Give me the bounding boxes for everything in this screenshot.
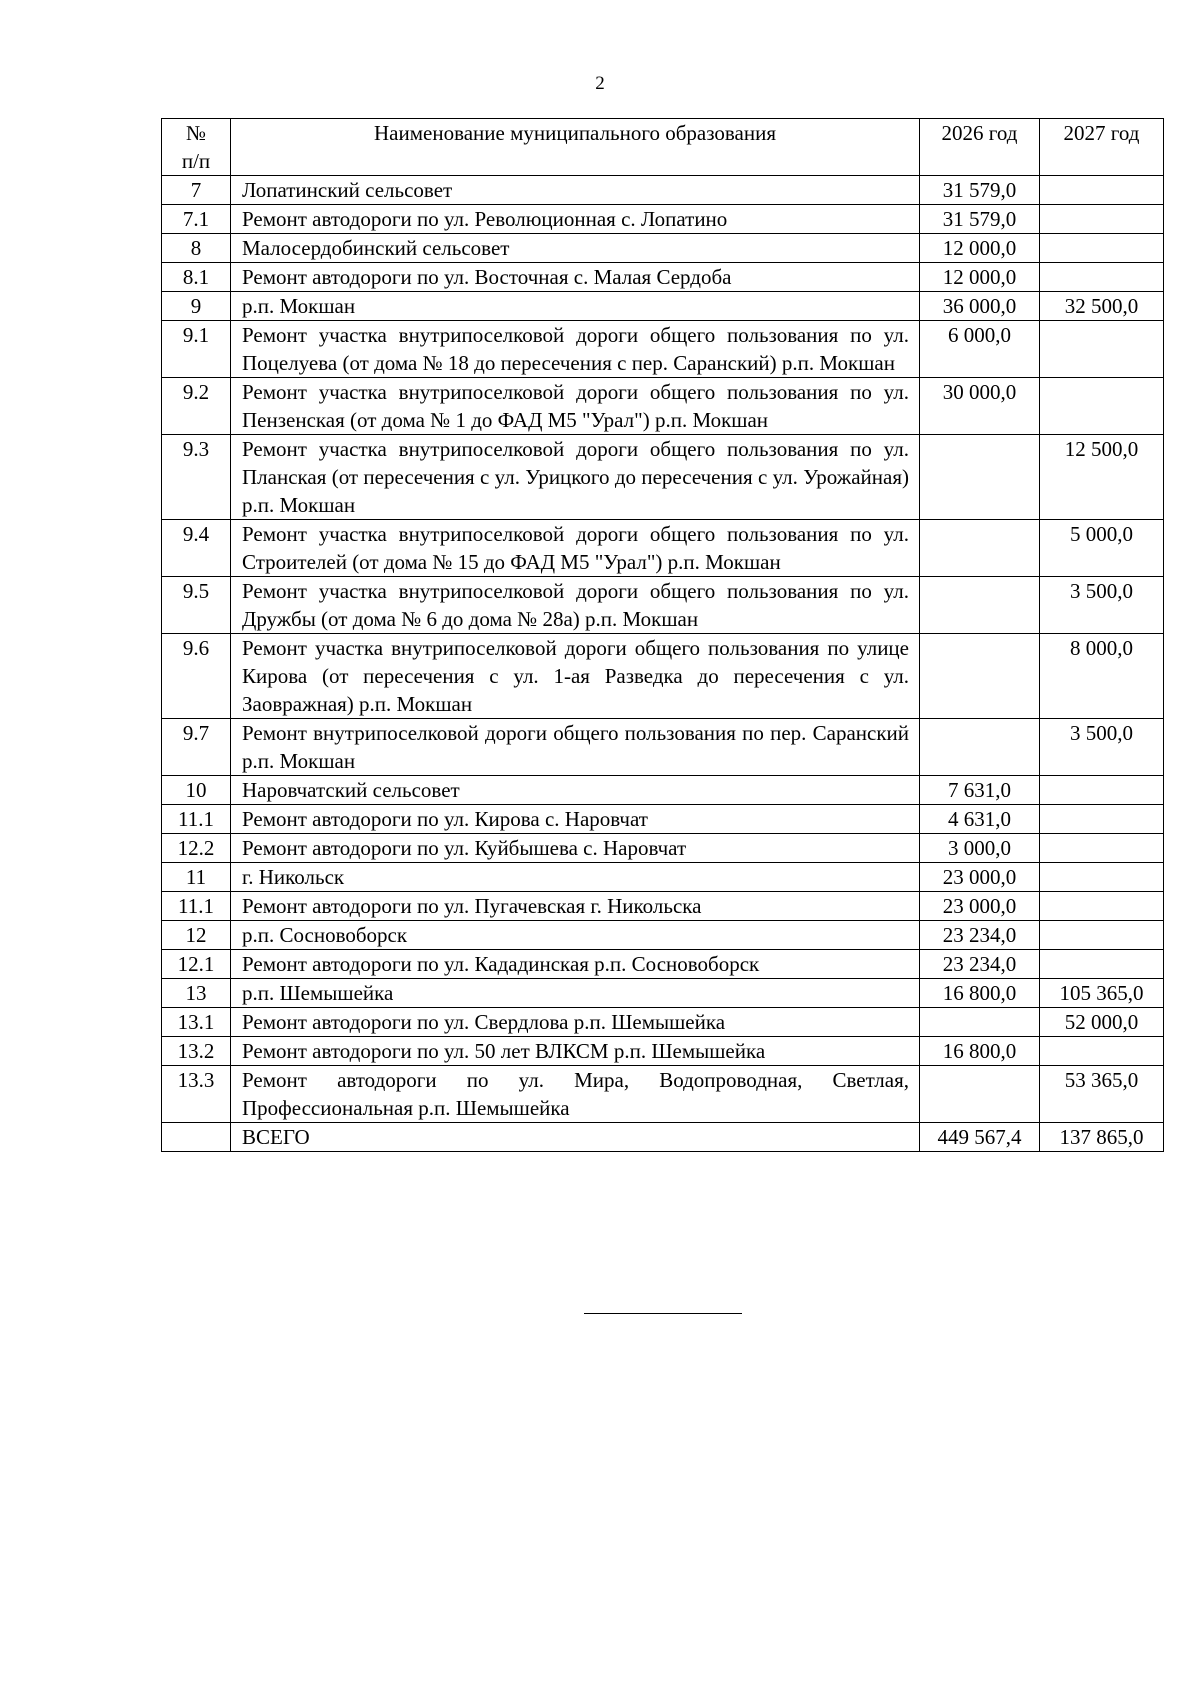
table-row — [162, 435, 1164, 520]
table-row — [162, 520, 1164, 577]
row-name-cell: Ремонт участка внутрипоселковой дороги общего пользования по ул. Пензенская (от дома № 1 до ФАД М5 "Урал") р.п. Мокшан — [231, 378, 920, 435]
row-number-cell: 13.3 — [162, 1066, 231, 1123]
header-number-symbol: № — [185, 121, 207, 145]
table-row — [162, 834, 1164, 863]
row-2026-cell — [920, 1066, 1040, 1123]
row-2027-cell — [1040, 234, 1164, 263]
table-header — [162, 119, 1164, 176]
table-row — [162, 921, 1164, 950]
table-row — [162, 577, 1164, 634]
table-row — [162, 234, 1164, 263]
row-number-cell: 7.1 — [162, 205, 231, 234]
row-number-cell: 7 — [162, 176, 231, 205]
row-2027-cell: 5 000,0 — [1040, 520, 1164, 577]
row-2027-cell — [1040, 863, 1164, 892]
row-number-cell: 12 — [162, 921, 231, 950]
table-row — [162, 1008, 1164, 1037]
row-2027-cell — [1040, 263, 1164, 292]
row-2027-cell — [1040, 805, 1164, 834]
row-number-cell: 12.1 — [162, 950, 231, 979]
row-2026-cell: 16 800,0 — [920, 979, 1040, 1008]
row-name-cell: Ремонт автодороги по ул. Пугачевская г. Никольска — [231, 892, 920, 921]
row-2026-cell — [920, 1008, 1040, 1037]
row-2026-cell: 23 234,0 — [920, 950, 1040, 979]
row-name-cell: р.п. Сосновоборск — [231, 921, 920, 950]
row-name-cell: Ремонт автодороги по ул. 50 лет ВЛКСМ р.п. Шемышейка — [231, 1037, 920, 1066]
row-2027-cell — [1040, 378, 1164, 435]
row-2026-cell: 36 000,0 — [920, 292, 1040, 321]
table-row — [162, 1066, 1164, 1123]
table-body — [162, 176, 1164, 1152]
budget-table — [161, 118, 1164, 1152]
row-number-cell: 9.4 — [162, 520, 231, 577]
row-name-cell: Малосердобинский сельсовет — [231, 234, 920, 263]
header-number-abbrev: п/п — [181, 149, 211, 173]
row-2026-cell: 23 000,0 — [920, 863, 1040, 892]
row-name-cell: г. Никольск — [231, 863, 920, 892]
row-2026-cell — [920, 435, 1040, 520]
row-2026-cell: 6 000,0 — [920, 321, 1040, 378]
row-2026-cell: 4 631,0 — [920, 805, 1040, 834]
row-number-cell: 8.1 — [162, 263, 231, 292]
header-row — [162, 119, 1164, 176]
row-2027-cell — [1040, 321, 1164, 378]
table-row — [162, 776, 1164, 805]
row-2027-cell — [1040, 776, 1164, 805]
row-name-cell: Ремонт автодороги по ул. Восточная с. Малая Сердоба — [231, 263, 920, 292]
table-row — [162, 719, 1164, 776]
table-row — [162, 205, 1164, 234]
row-number-cell: 10 — [162, 776, 231, 805]
row-2026-cell: 16 800,0 — [920, 1037, 1040, 1066]
row-number-cell: 9.3 — [162, 435, 231, 520]
row-name-cell: Ремонт участка внутрипоселковой дороги общего пользования по ул. Планская (от пересечения с ул. Урицкого до пересечения с ул. Урожайная) р.п. Мокшан — [231, 435, 920, 520]
row-2026-cell: 23 234,0 — [920, 921, 1040, 950]
row-number-cell: 9.5 — [162, 577, 231, 634]
row-2027-cell: 32 500,0 — [1040, 292, 1164, 321]
row-name-cell: ВСЕГО — [231, 1123, 920, 1152]
row-2026-cell — [920, 634, 1040, 719]
row-number-cell: 9.2 — [162, 378, 231, 435]
row-2027-cell — [1040, 921, 1164, 950]
row-number-cell: 11.1 — [162, 805, 231, 834]
row-2027-cell — [1040, 205, 1164, 234]
row-2027-cell — [1040, 892, 1164, 921]
table-row — [162, 1037, 1164, 1066]
table-row — [162, 979, 1164, 1008]
row-number-cell: 13.1 — [162, 1008, 231, 1037]
table-row — [162, 378, 1164, 435]
row-2027-cell: 105 365,0 — [1040, 979, 1164, 1008]
row-2026-cell: 30 000,0 — [920, 378, 1040, 435]
row-number-cell: 8 — [162, 234, 231, 263]
row-number-cell: 11 — [162, 863, 231, 892]
row-name-cell: Ремонт автодороги по ул. Кададинская р.п. Сосновоборск — [231, 950, 920, 979]
row-name-cell: Ремонт участка внутрипоселковой дороги общего пользования по ул. Поцелуева (от дома № 18 до пересечения с пер. Саранский) р.п. Мокшан — [231, 321, 920, 378]
row-name-cell: Ремонт внутрипоселковой дороги общего пользования по пер. Саранский р.п. Мокшан — [231, 719, 920, 776]
row-name-cell: Ремонт участка внутрипоселковой дороги общего пользования по ул. Дружбы (от дома № 6 до дома № 28а) р.п. Мокшан — [231, 577, 920, 634]
row-number-cell: 12.2 — [162, 834, 231, 863]
row-2026-cell — [920, 577, 1040, 634]
row-2026-cell — [920, 520, 1040, 577]
table-row — [162, 321, 1164, 378]
table-row — [162, 292, 1164, 321]
row-2026-cell: 23 000,0 — [920, 892, 1040, 921]
row-2026-cell: 449 567,4 — [920, 1123, 1040, 1152]
table-row — [162, 805, 1164, 834]
row-number-cell: 13 — [162, 979, 231, 1008]
header-number — [162, 119, 231, 176]
row-2026-cell: 3 000,0 — [920, 834, 1040, 863]
table-row — [162, 892, 1164, 921]
row-number-cell: 9.7 — [162, 719, 231, 776]
row-2027-cell: 3 500,0 — [1040, 719, 1164, 776]
row-2027-cell — [1040, 950, 1164, 979]
row-name-cell: Ремонт автодороги по ул. Мира, Водопроводная, Светлая, Профессиональная р.п. Шемышейка — [231, 1066, 920, 1123]
row-2027-cell: 137 865,0 — [1040, 1123, 1164, 1152]
row-2027-cell — [1040, 1037, 1164, 1066]
row-2026-cell: 12 000,0 — [920, 263, 1040, 292]
row-2026-cell: 31 579,0 — [920, 176, 1040, 205]
row-2027-cell: 52 000,0 — [1040, 1008, 1164, 1037]
row-2027-cell: 12 500,0 — [1040, 435, 1164, 520]
header-year-2027: 2027 год — [1040, 119, 1164, 176]
table-row — [162, 950, 1164, 979]
row-name-cell: Ремонт участка внутрипоселковой дороги общего пользования по ул. Строителей (от дома № 15 до ФАД М5 "Урал") р.п. Мокшан — [231, 520, 920, 577]
row-2026-cell: 12 000,0 — [920, 234, 1040, 263]
row-2027-cell: 3 500,0 — [1040, 577, 1164, 634]
table-row — [162, 863, 1164, 892]
row-name-cell: Ремонт участка внутрипоселковой дороги общего пользования по улице Кирова (от пересечения с ул. 1-ая Разведка до пересечения с ул. Заовражная) р.п. Мокшан — [231, 634, 920, 719]
page-number: 2 — [595, 73, 605, 94]
row-2026-cell — [920, 719, 1040, 776]
row-name-cell: Ремонт автодороги по ул. Куйбышева с. Наровчат — [231, 834, 920, 863]
row-2027-cell: 8 000,0 — [1040, 634, 1164, 719]
row-name-cell: Ремонт автодороги по ул. Кирова с. Наровчат — [231, 805, 920, 834]
row-2026-cell: 31 579,0 — [920, 205, 1040, 234]
closing-divider — [584, 1313, 742, 1314]
row-2027-cell — [1040, 176, 1164, 205]
row-2027-cell: 53 365,0 — [1040, 1066, 1164, 1123]
header-year-2026: 2026 год — [920, 119, 1040, 176]
row-number-cell: 9.1 — [162, 321, 231, 378]
row-number-cell: 11.1 — [162, 892, 231, 921]
table-row — [162, 634, 1164, 719]
row-name-cell: р.п. Мокшан — [231, 292, 920, 321]
row-2026-cell: 7 631,0 — [920, 776, 1040, 805]
row-name-cell: р.п. Шемышейка — [231, 979, 920, 1008]
row-name-cell: Ремонт автодороги по ул. Свердлова р.п. Шемышейка — [231, 1008, 920, 1037]
table-row — [162, 263, 1164, 292]
row-name-cell: Ремонт автодороги по ул. Революционная с. Лопатино — [231, 205, 920, 234]
row-number-cell: 13.2 — [162, 1037, 231, 1066]
header-name: Наименование муниципального образования — [231, 119, 920, 176]
row-name-cell: Наровчатский сельсовет — [231, 776, 920, 805]
row-number-cell — [162, 1123, 231, 1152]
row-name-cell: Лопатинский сельсовет — [231, 176, 920, 205]
row-number-cell: 9 — [162, 292, 231, 321]
table-row — [162, 1123, 1164, 1152]
table-row — [162, 176, 1164, 205]
row-number-cell: 9.6 — [162, 634, 231, 719]
row-2027-cell — [1040, 834, 1164, 863]
